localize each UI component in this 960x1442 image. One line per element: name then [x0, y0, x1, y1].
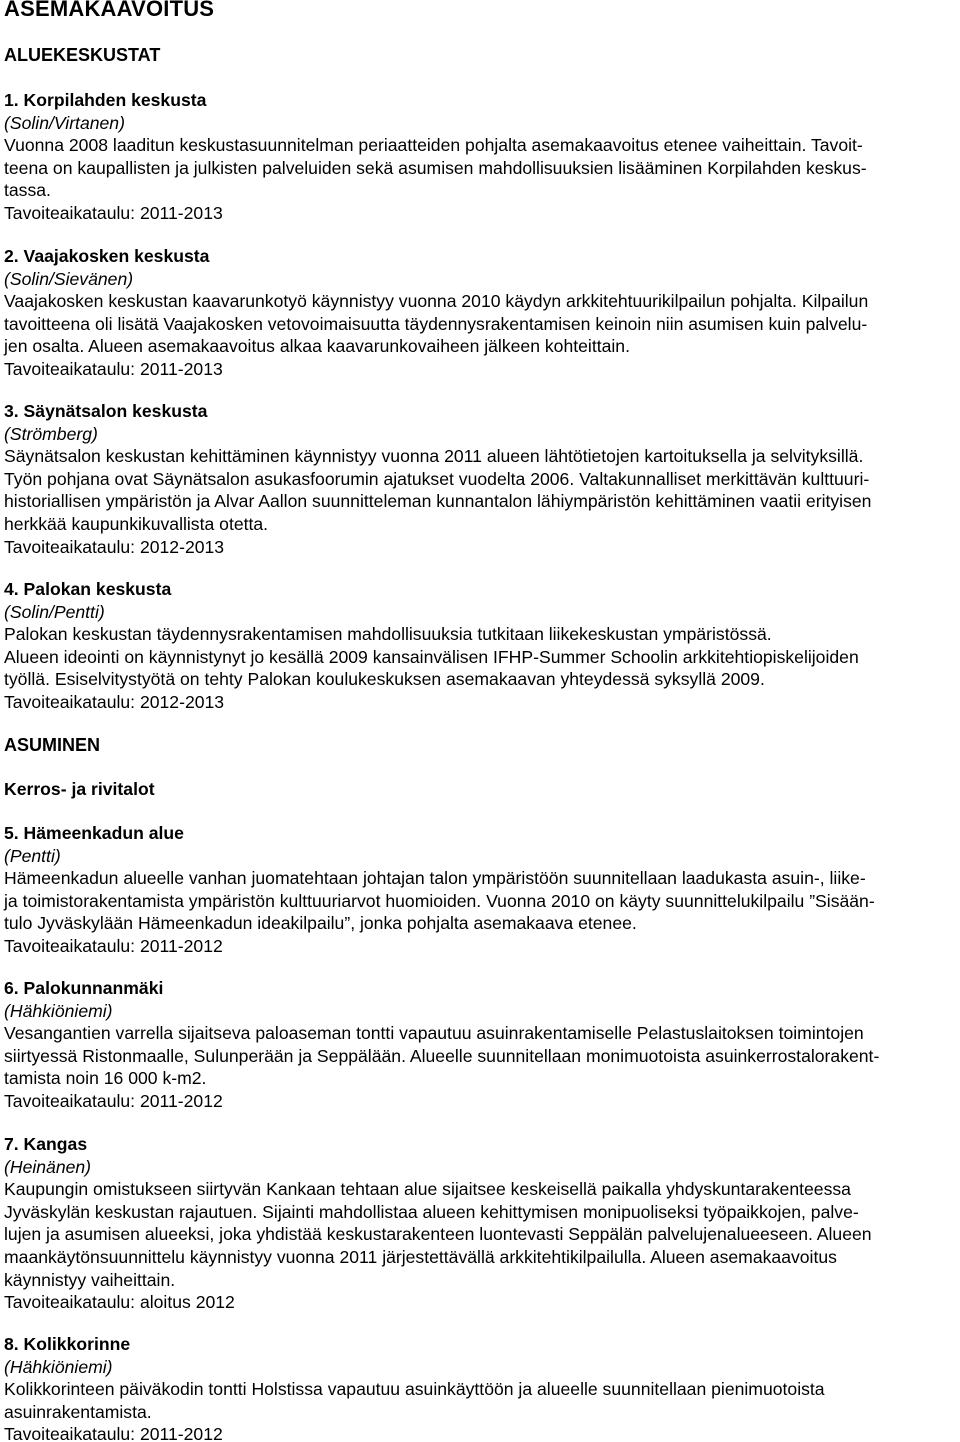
document-title: ASEMAKAAVOITUS: [4, 0, 215, 21]
item-schedule: Tavoiteaikataulu: 2012-2013: [4, 536, 225, 557]
plan-item-korpilahti: [4, 89, 956, 225]
item-text-line: siirtyessä Ristonmaalle, Sulunperään ja Seppälään. Alueelle suunnitellaan monimuotoista asuinkerrostalorakent-: [4, 1045, 880, 1066]
item-text-line: Kolikkorinteen päiväkodin tontti Holstissa vapautuu asuinkäyttöön ja alueelle suunnitellaan pienimuotoista: [4, 1379, 825, 1400]
plan-item-palokunnanmaki: [4, 977, 956, 1113]
item-text-line: tamista noin 16 000 k-m2.: [4, 1068, 207, 1089]
item-text-line: Työn pohjana ovat Säynätsalon asukasfoorumin ajatukset vuodelta 2006. Valtakunnalliset merkittävän kulttuuri-: [4, 468, 870, 489]
item-responsible: (Hähkiöniemi): [4, 1000, 113, 1021]
item-heading: 2. Vaajakosken keskusta: [4, 246, 210, 266]
item-responsible: (Strömberg): [4, 423, 98, 444]
item-text-line: Hämeenkadun alueelle vanhan juomatehtaan johtajan talon ympäristöön suunnitellaan laadukasta asuin-, liike-: [4, 868, 866, 889]
subsection-heading-kerros-rivitalot: Kerros- ja rivitalot: [4, 779, 155, 799]
item-text-line: Vuonna 2008 laaditun keskustasuunnitelman periaatteiden pohjalta asemakaavoitus etenee vaiheittain. Tavoit-: [4, 135, 863, 156]
item-responsible: (Hähkiöniemi): [4, 1356, 113, 1377]
item-heading: 1. Korpilahden keskusta: [4, 90, 207, 110]
item-text-line: Alueen ideointi on käynnistynyt jo kesällä 2009 kansainvälisen IFHP-Summer Schoolin arkkitehtiopiskelijoiden: [4, 646, 859, 667]
plan-item-kolikkorinne: [4, 1333, 956, 1442]
item-schedule: Tavoiteaikataulu: 2011-2013: [4, 202, 223, 223]
item-text-line: Jyväskylän keskustan rajautuen. Sijainti mahdollistaa alueen kehittymisen monipuoliseksi työpaikkojen, palve-: [4, 1201, 859, 1222]
item-text-line: Vesangantien varrella sijaitseva paloaseman tontti vapautuu asuinrakentamiselle Pelastuslaitoksen toimintojen: [4, 1023, 864, 1044]
section-heading-asuminen: ASUMINEN: [4, 735, 101, 755]
plan-item-kangas: [4, 1133, 956, 1314]
plan-item-saynatsalo: [4, 400, 956, 558]
item-responsible: (Solin/Sievänen): [4, 268, 134, 289]
item-schedule: Tavoiteaikataulu: 2011-2012: [4, 935, 223, 956]
item-text-line: tavoitteena oli lisätä Vaajakosken vetovoimaisuutta täydennysrakentamisen keinoin niin asumisen kuin palvelu-: [4, 313, 868, 334]
item-text-line: käynnistyy vaiheittain.: [4, 1269, 176, 1290]
item-schedule: Tavoiteaikataulu: 2012-2013: [4, 691, 225, 712]
item-responsible: (Heinänen): [4, 1156, 92, 1177]
item-text-line: Kaupungin omistukseen siirtyvän Kankaan tehtaan alue sijaitsee keskeisellä paikalla yhdyskuntarakenteessa: [4, 1179, 851, 1200]
item-text-line: teena on kaupallisten ja julkisten palveluiden sekä asumisen mahdollisuuksien lisääminen Korpilahden keskus-: [4, 157, 867, 178]
item-schedule: Tavoiteaikataulu: aloitus 2012: [4, 1292, 235, 1313]
item-text-line: herkkää kaupunkikuvallista otetta.: [4, 513, 269, 534]
item-heading: 5. Hämeenkadun alue: [4, 823, 184, 843]
item-responsible: (Solin/Pentti): [4, 601, 105, 622]
item-text-line: jen osalta. Alueen asemakaavoitus alkaa kaavarunkovaiheen jälkeen kohteittain.: [4, 336, 630, 357]
item-heading: 8. Kolikkorinne: [4, 1334, 131, 1354]
item-text-line: Palokan keskustan täydennysrakentamisen mahdollisuuksia tutkitaan liikekeskustan ympäristössä.: [4, 624, 772, 645]
section-heading-aluekeskustat: ALUEKESKUSTAT: [4, 45, 161, 65]
item-text-line: asuinrakentamista.: [4, 1401, 152, 1422]
item-heading: 3. Säynätsalon keskusta: [4, 401, 208, 421]
item-heading: 4. Palokan keskusta: [4, 579, 172, 599]
plan-item-vaajakoski: [4, 245, 956, 381]
item-text-line: maankäytönsuunnittelu käynnistyy vuonna 2011 järjestettävällä arkkitehtikilpailulla. Alueen asemakaavoitus: [4, 1246, 837, 1267]
item-text-line: tulo Jyväskylään Hämeenkadun ideakilpailu”, jonka pohjalta asemakaava etenee.: [4, 913, 637, 934]
plan-item-hameenkatu: [4, 822, 956, 958]
item-schedule: Tavoiteaikataulu: 2011-2013: [4, 358, 223, 379]
item-schedule: Tavoiteaikataulu: 2011-2012: [4, 1090, 223, 1111]
item-schedule: Tavoiteaikataulu: 2011-2012: [4, 1424, 223, 1442]
item-heading: 7. Kangas: [4, 1134, 88, 1154]
item-responsible: (Solin/Virtanen): [4, 112, 125, 133]
item-text-line: työllä. Esiselvitystyötä on tehty Palokan koulukeskuksen asemakaavan yhteydessä syksyllä 2009.: [4, 669, 765, 690]
item-text-line: historiallisen ympäristön ja Alvar Aallon suunnitteleman kunnantalon lähiympäristön kehittäminen vaatii erityisen: [4, 491, 872, 512]
item-text-line: Säynätsalon keskustan kehittäminen käynnistyy vuonna 2011 alueen lähtötietojen kartoituksella ja selvityksillä.: [4, 446, 864, 467]
plan-item-palokka: [4, 578, 956, 714]
item-responsible: (Pentti): [4, 845, 61, 866]
item-text-line: lujen ja asumisen alueeksi, joka yhdistää keskustarakenteen luontevasti Seppälän palvelujenalueeseen. Alueen: [4, 1224, 872, 1245]
item-text-line: ja toimistorakentamista ympäristön kulttuuriarvot huomioiden. Vuonna 2010 on käyty suunnittelukilpailu ”Sisään-: [4, 890, 875, 911]
item-text-line: Vaajakosken keskustan kaavarunkotyö käynnistyy vuonna 2010 käydyn arkkitehtuurikilpailun pohjalta. Kilpailun: [4, 291, 869, 312]
item-heading: 6. Palokunnanmäki: [4, 978, 164, 998]
item-text-line: tassa.: [4, 180, 51, 201]
